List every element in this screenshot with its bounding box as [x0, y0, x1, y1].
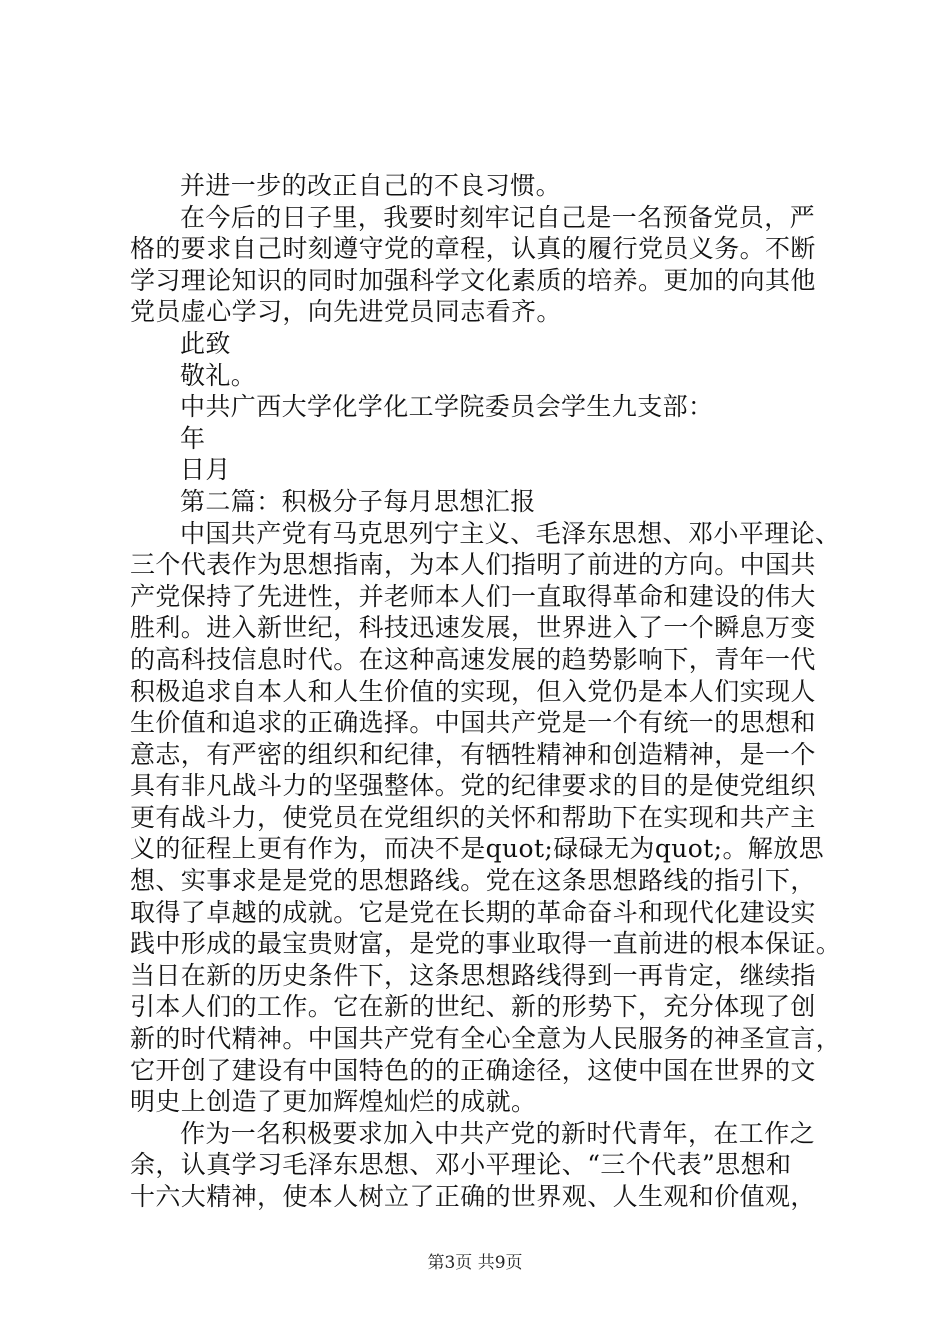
- text-line: 中国共产党有马克思列宁主义、毛泽东思想、邓小平理论、: [180, 518, 841, 548]
- text-line: 敬礼。: [180, 360, 257, 390]
- text-line: 引本人们的工作。它在新的世纪、新的形势下，充分体现了创: [130, 992, 816, 1022]
- text-line: 生价值和追求的正确选择。中国共产党是一个有统一的思想和: [130, 708, 816, 738]
- text-line: 余，认真学习毛泽东思想、邓小平理论、“三个代表”思想和: [130, 1150, 792, 1180]
- text-line: 义的征程上更有作为，而决不是quot;碌碌无为quot;。解放思: [130, 834, 825, 864]
- text-line: 年: [180, 423, 206, 453]
- text-line: 格的要求自己时刻遵守党的章程，认真的履行党员义务。不断: [130, 234, 816, 264]
- text-line: 当日在新的历史条件下，这条思想路线得到一再肯定，继续指: [130, 960, 816, 990]
- text-line: 日月: [180, 455, 231, 485]
- text-line: 产党保持了先进性，并老师本人们一直取得革命和建设的伟大: [130, 581, 816, 611]
- text-line: 党员虚心学习，向先进党员同志看齐。: [130, 297, 562, 327]
- text-line: 它开创了建设有中国特色的的正确途径，这使中国在世界的文: [130, 1055, 816, 1085]
- text-line: 三个代表作为思想指南，为本人们指明了前进的方向。中国共: [130, 550, 816, 580]
- text-line: 更有战斗力，使党员在党组织的关怀和帮助下在实现和共产主: [130, 802, 816, 832]
- text-line: 践中形成的最宝贵财富，是党的事业取得一直前进的根本保证。: [130, 929, 842, 959]
- text-line: 胜利。进入新世纪，科技迅速发展，世界进入了一个瞬息万变: [130, 613, 816, 643]
- document-body: [130, 170, 842, 1213]
- text-line: 取得了卓越的成就。它是党在长期的革命奋斗和现代化建设实: [130, 897, 816, 927]
- text-line: 明史上创造了更加辉煌灿烂的成就。: [130, 1087, 537, 1117]
- text-line: 中共广西大学化学化工学院委员会学生九支部：: [180, 392, 714, 422]
- text-line: 的高科技信息时代。在这种高速发展的趋势影响下，青年一代: [130, 644, 816, 674]
- text-line: 作为一名积极要求加入中共产党的新时代青年，在工作之: [180, 1118, 816, 1148]
- text-line: 并进一步的改正自己的不良习惯。: [180, 171, 562, 200]
- text-line: 学习理论知识的同时加强科学文化素质的培养。更加的向其他: [130, 265, 816, 295]
- page-number: 第3页 共9页: [427, 1253, 523, 1273]
- text-line: 此致: [180, 328, 231, 358]
- text-line: 想、实事求是是党的思想路线。党在这条思想路线的指引下，: [130, 866, 816, 896]
- text-line: 具有非凡战斗力的坚强整体。党的纪律要求的目的是使党组织: [130, 771, 816, 801]
- text-line: 新的时代精神。中国共产党有全心全意为人民服务的神圣宣言，: [130, 1024, 842, 1054]
- page-footer: [0, 1248, 950, 1273]
- text-line: 第二篇：积极分子每月思想汇报: [180, 486, 536, 516]
- text-line: 积极追求自本人和人生价值的实现，但入党仍是本人们实现人: [130, 676, 816, 706]
- text-line: 意志，有严密的组织和纪律，有牺牲精神和创造精神，是一个: [130, 739, 816, 769]
- text-line: 十六大精神，使本人树立了正确的世界观、人生观和价值观，: [130, 1182, 816, 1211]
- text-line: 在今后的日子里，我要时刻牢记自己是一名预备党员，严: [180, 202, 816, 232]
